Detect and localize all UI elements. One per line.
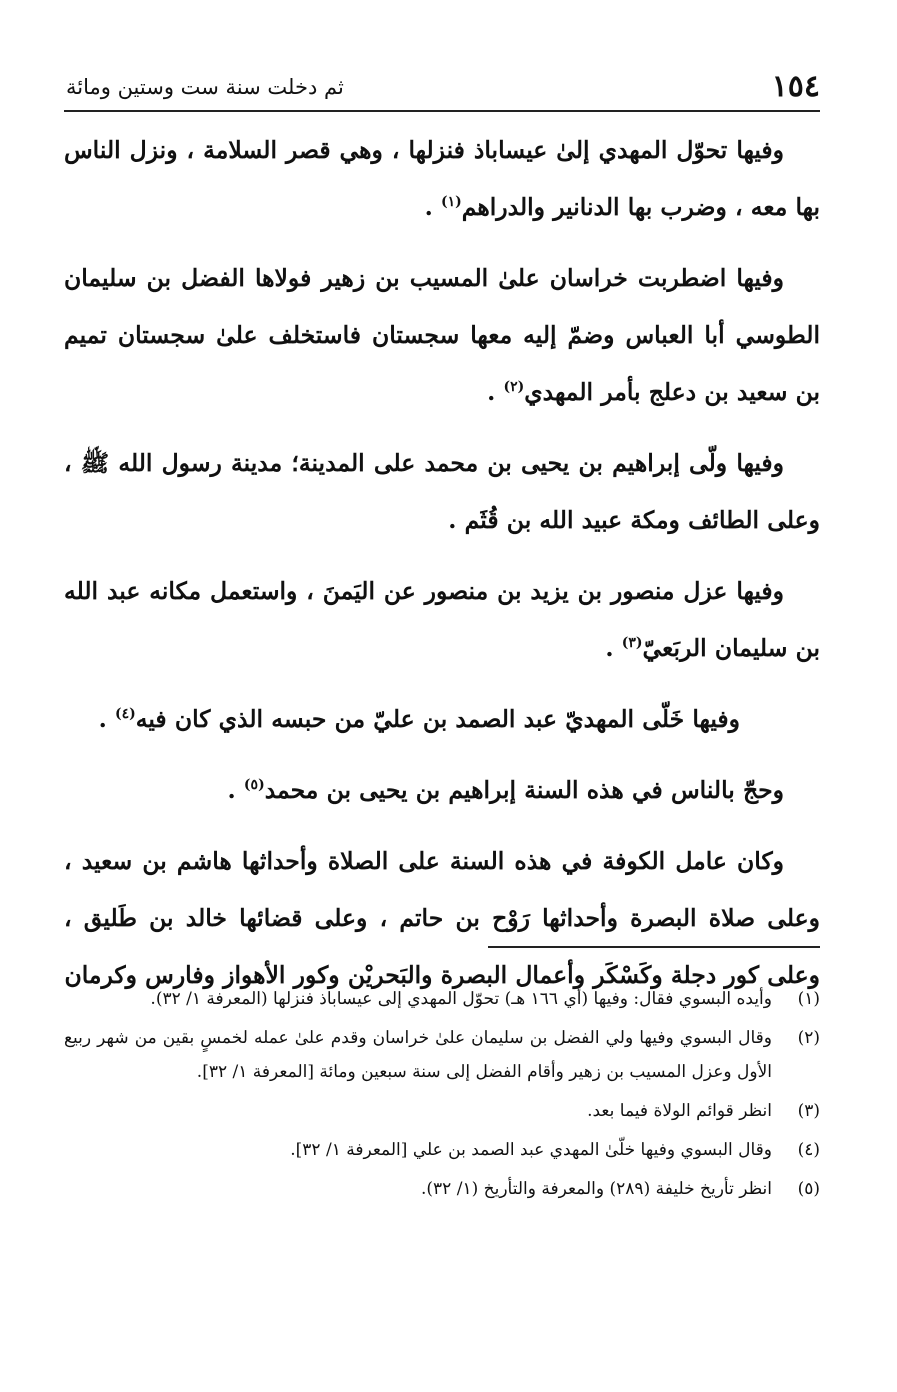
footnote-separator xyxy=(488,946,820,948)
footnote-text: وقال البسوي وفيها خلّىٰ المهدي عبد الصمد بن علي [المعرفة ١/ ٣٢]. xyxy=(290,1140,772,1160)
footnote xyxy=(64,1094,820,1128)
footnote-number: (٤) xyxy=(797,1140,820,1160)
footnote-marker: (٢) xyxy=(503,379,525,395)
footnote-marker: (١) xyxy=(440,194,462,210)
header-rule xyxy=(64,110,820,112)
footnote xyxy=(64,1133,820,1167)
footnote xyxy=(64,982,820,1016)
footnote-text: وأيده البسوي فقال: وفيها (أي ١٦٦ هـ) تحوّل المهدي إلى عيساباذ فنزلها (المعرفة ١/ ٣٢). xyxy=(150,989,772,1009)
paragraph: وحجّ بالناس في هذه السنة إبراهيم بن يحيى بن محمد$^{(٥)}$ . xyxy=(227,776,784,804)
page-number: ١٥٤ xyxy=(771,69,820,104)
footnote-text: انظر قوائم الولاة فيما بعد. xyxy=(587,1101,772,1121)
footnote-marker: (٤) xyxy=(114,706,136,722)
footnote-text: انظر تأريخ خليفة (٢٨٩) والمعرفة والتأريخ (١/ ٣٢). xyxy=(420,1179,772,1199)
footnote-marker: (٣) xyxy=(621,635,643,651)
footnote-number: (٢) xyxy=(797,1028,820,1048)
footnote-marker: (٥) xyxy=(243,777,265,793)
paragraph: وفيها اضطربت خراسان علىٰ المسيب بن زهير فولاها الفضل بن سليمان الطوسي أبا العباس وضمّ إليه معها سجستان فاستخلف علىٰ سجستان تميم بن سعيد بن دعلج بأمر المهدي$^{(٢)}$ . xyxy=(64,264,820,406)
running-title: ثم دخلت سنة ست وستين ومائة xyxy=(66,75,344,99)
footnote-number: (٣) xyxy=(797,1101,820,1121)
paragraph: وكان عامل الكوفة في هذه السنة على الصلاة وأحداثها هاشم بن سعيد ، وعلى صلاة البصرة وأحداثها رَوْح بن حاتم ، وعلى قضائها خالد بن طَليق ، وعلى كور دجلة وكَسْكَر وأعمال البصرة والبَحريْن وكور الأهواز وفارس وكرمان xyxy=(64,847,820,989)
paragraph: وفيها خَلّى المهديّ عبد الصمد بن عليّ من حبسه الذي كان فيه$^{(٤)}$ . xyxy=(98,705,740,733)
footnote-number: (١) xyxy=(797,989,820,1009)
paragraph: وفيها ولّى إبراهيم بن يحيى بن محمد على المدينة؛ مدينة رسول الله ﷺ ، وعلى الطائف ومكة عبيد الله بن قُثَم . xyxy=(64,449,820,534)
footnote xyxy=(64,1021,820,1089)
footnote-text: وقال البسوي وفيها ولي الفضل بن سليمان علىٰ خراسان وقدم علىٰ عمله لخمسٍ بقين من شهر ربيع الأول وعزل المسيب بن زهير وأقام الفضل إلى سنة سبعين ومائة [المعرفة ١/ ٣٢]. xyxy=(64,1028,772,1082)
footnote xyxy=(64,1172,820,1206)
main-text xyxy=(64,122,820,1018)
footnote-number: (٥) xyxy=(797,1179,820,1199)
paragraph: وفيها عزل منصور بن يزيد بن منصور عن اليَمنَ ، واستعمل مكانه عبد الله بن سليمان الربَعيّ$^{(٣)}$ . xyxy=(64,577,820,662)
footnotes xyxy=(64,982,820,1211)
paragraph: وفيها تحوّل المهدي إلىٰ عيساباذ فنزلها ، وهي قصر السلامة ، ونزل الناس بها معه ، وضرب بها الدنانير والدراهم$^{(١)}$ . xyxy=(64,136,820,221)
page-header xyxy=(66,68,820,106)
